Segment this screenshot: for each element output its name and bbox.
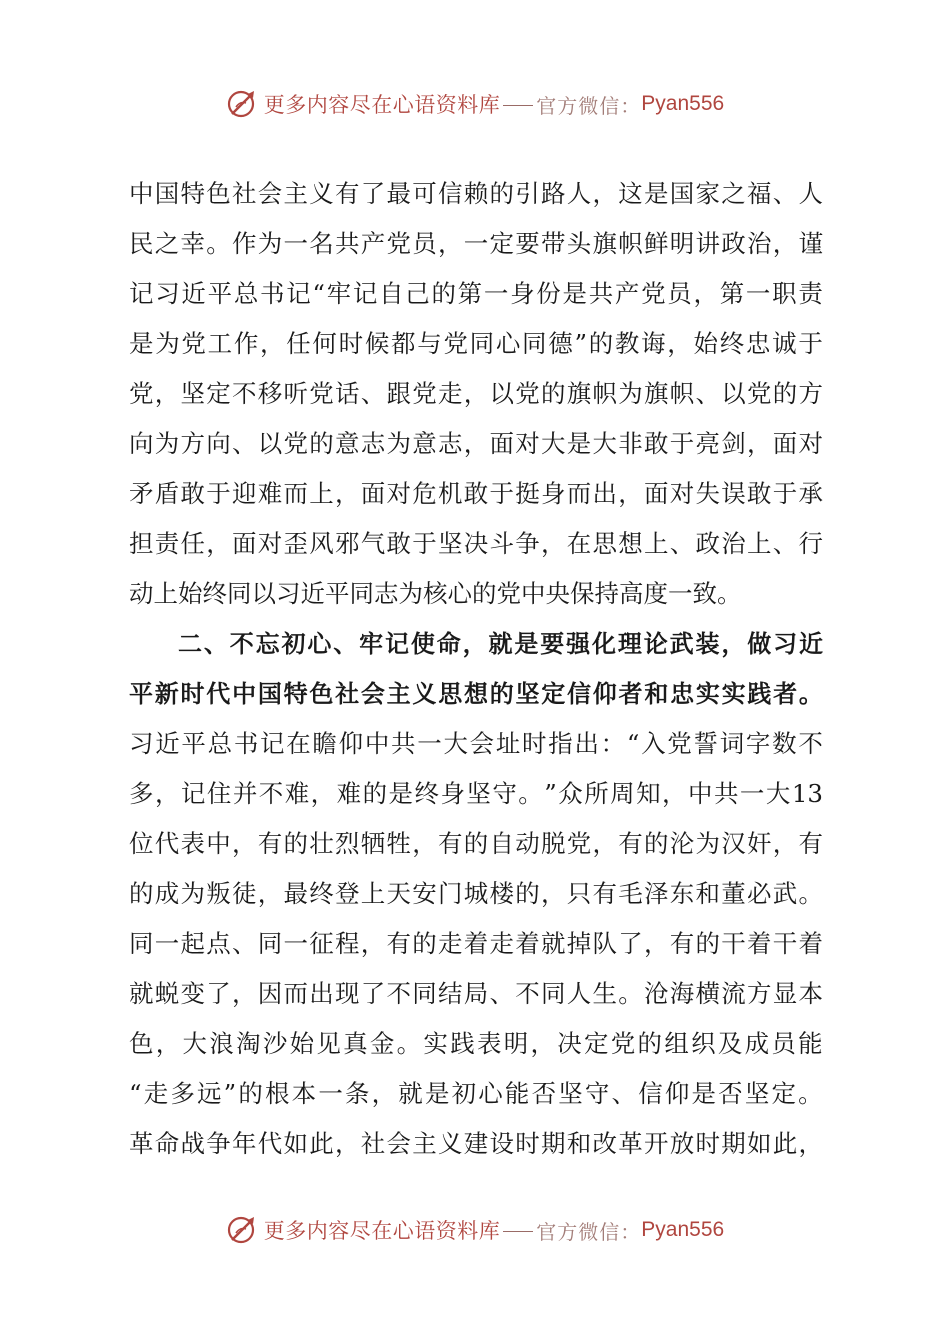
- body-line: “ 走 多 远 ” 的 根 本 一 条 ， 就 是 初 心 能 否 坚 守 、 信 仰 是 否 坚 定 。: [129, 1079, 823, 1108]
- body-line: 是 为 党 工 作 ， 任 何 时 候 都 与 党 同 心 同 德 ” 的 教 诲 ， 始 终 忠 诚 于: [129, 329, 823, 358]
- watermark-sub-text: 官方微信：: [536, 93, 642, 118]
- body-line: 向 为 方 向 、 以 党 的 意 志 为 意 志 ， 面 对 大 是 大 非 敢 于 亮 剑 ， 面 对: [129, 429, 823, 458]
- body-line: 色 ， 大 浪 淘 沙 始 见 真 金 。 实 践 表 明 ， 决 定 党 的 组 织 及 成 员 能: [129, 1029, 823, 1058]
- body-line: 同 一 起 点 、 同 一 征 程 ， 有 的 走 着 走 着 就 掉 队 了 ， 有 的 干 着 干 着: [129, 929, 823, 958]
- body-line: 位 代 表 中 ， 有 的 壮 烈 牺 牲 ， 有 的 自 动 脱 党 ， 有 的 沦 为 汉 奸 ， 有: [129, 829, 823, 858]
- watermark-sub-text: 官方微信：: [536, 1219, 642, 1244]
- body-line: 党 ， 坚 定 不 移 听 党 话 、 跟 党 走 ， 以 党 的 旗 帜 为 旗 帜 、 以 党 的 方: [129, 379, 823, 408]
- body-line: 革 命 战 争 年 代 如 此 ， 社 会 主 义 建 设 时 期 和 改 革 开 放 时 期 如 此 ，: [129, 1129, 823, 1158]
- pen-circle-logo-icon: [226, 1213, 260, 1247]
- body-line: 就 蜕 变 了 ， 因 而 出 现 了 不 同 结 局 、 不 同 人 生 。 沧 海 横 流 方 显 本: [129, 979, 823, 1008]
- body-line: 记 习 近 平 总 书 记 “ 牢 记 自 己 的 第 一 身 份 是 共 产 党 员 ， 第 一 职 责: [129, 279, 823, 308]
- watermark-wechat-id: Pyan556: [641, 1218, 725, 1241]
- section-heading-line: 二 、 不 忘 初 心 、 牢 记 使 命 ， 就 是 要 强 化 理 论 武 装 ， 做 习 近: [178, 630, 823, 658]
- watermark-main-text: 更多内容尽在心语资料库: [263, 93, 501, 117]
- watermark-main-text: 更多内容尽在心语资料库: [263, 1219, 501, 1243]
- watermark-divider: [503, 1231, 533, 1232]
- body-line: 中 国 特 色 社 会 主 义 有 了 最 可 信 赖 的 引 路 人 ， 这 是 国 家 之 福 、 人: [129, 179, 823, 208]
- document-body: [129, 169, 823, 1169]
- pen-circle-logo-icon: [226, 87, 260, 121]
- watermark-banner-top: [0, 84, 950, 124]
- watermark-wechat-id: Pyan556: [641, 92, 725, 115]
- body-line: 习 近 平 总 书 记 在 瞻 仰 中 共 一 大 会 址 时 指 出 ： “ 入 党 誓 词 字 数 不: [129, 729, 823, 758]
- body-line: 担 责 任 ， 面 对 歪 风 邪 气 敢 于 坚 决 斗 争 ， 在 思 想 上 、 政 治 上 、 行: [129, 529, 823, 558]
- watermark-divider: [503, 105, 533, 106]
- body-line: 民 之 幸 。 作 为 一 名 共 产 党 员 ， 一 定 要 带 头 旗 帜 鲜 明 讲 政 治 ， 谨: [129, 229, 823, 258]
- body-line: 多 ， 记 住 并 不 难 ， 难 的 是 终 身 坚 守 。 ” 众 所 周 知 ， 中 共 一 大 13: [129, 779, 823, 808]
- watermark-banner-bottom: [0, 1210, 950, 1250]
- body-line: 矛 盾 敢 于 迎 难 而 上 ， 面 对 危 机 敢 于 挺 身 而 出 ， 面 对 失 误 敢 于 承: [129, 479, 823, 508]
- body-line: 动上始终同以习近平同志为核心的党中央保持高度一致。: [129, 579, 742, 608]
- section-heading-line: 平 新 时 代 中 国 特 色 社 会 主 义 思 想 的 坚 定 信 仰 者 和 忠 实 实 践 者 。: [129, 680, 823, 708]
- body-line: 的 成 为 叛 徒 ， 最 终 登 上 天 安 门 城 楼 的 ， 只 有 毛 泽 东 和 董 必 武 。: [129, 879, 823, 908]
